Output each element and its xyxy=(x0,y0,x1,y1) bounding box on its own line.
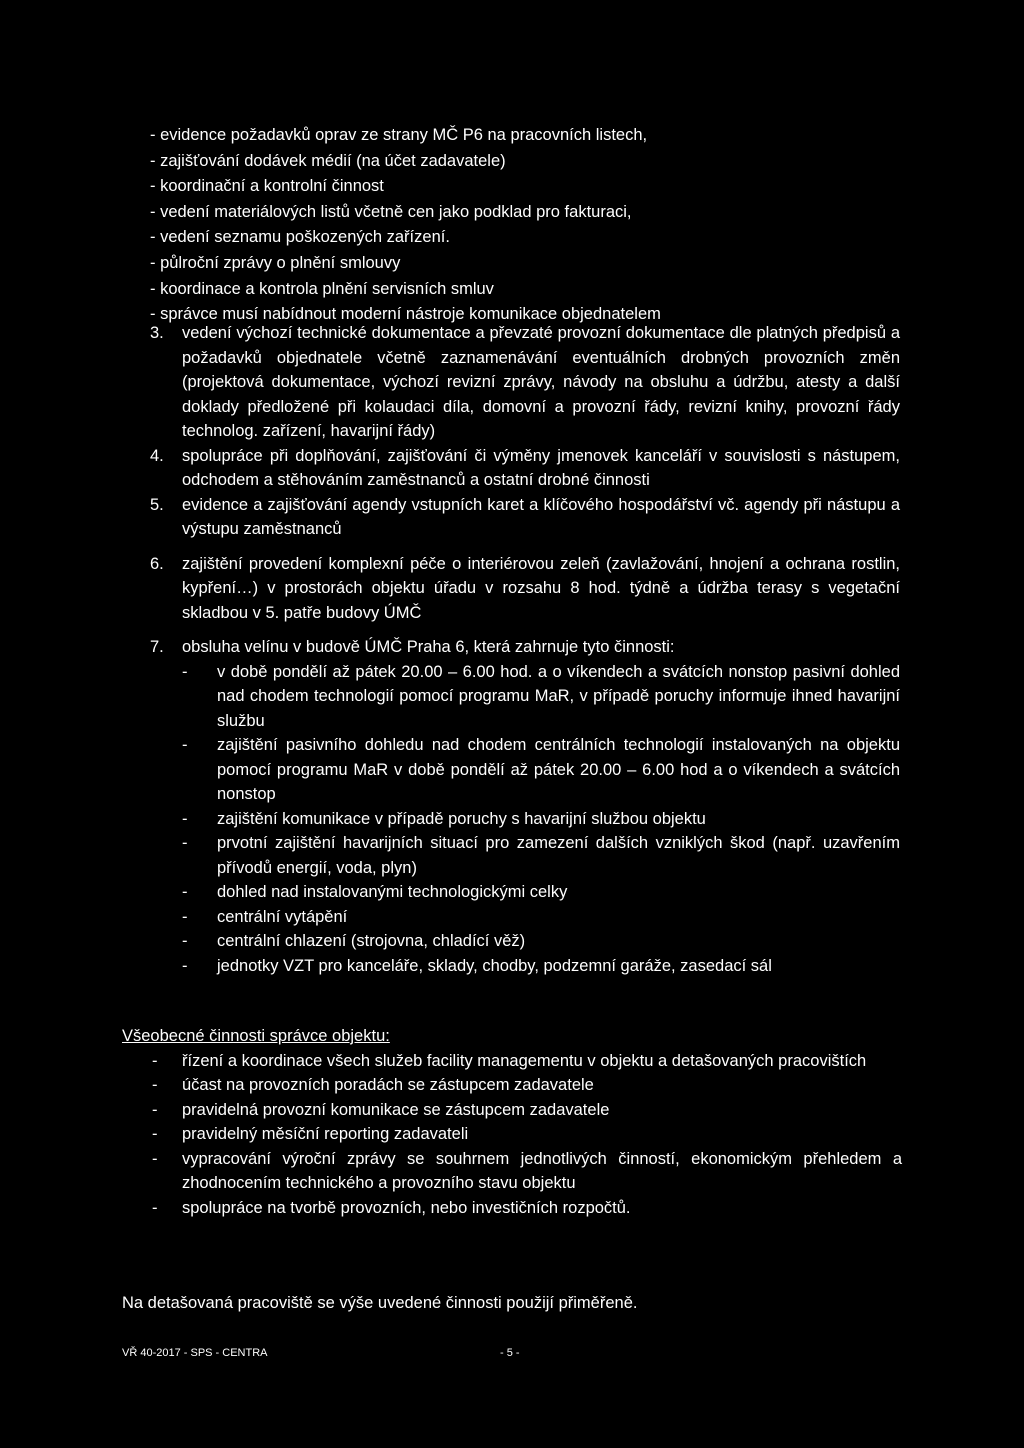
item-text: dohled nad instalovanými technologickými celky xyxy=(217,883,568,901)
list-item xyxy=(122,1147,902,1196)
velin-activities-list xyxy=(150,660,900,979)
item-text: pravidelná provozní komunikace se zástupcem zadavatele xyxy=(182,1100,610,1119)
dash-marker: - xyxy=(182,834,188,852)
dash-marker: - xyxy=(152,1198,158,1217)
item-text: vedení výchozí technické dokumentace a převzaté provozní dokumentace dle platných předpisů a požadavků objednatele včetně zaznamenávání eventuálních drobných provozních změn (projektová dokumentace, výchozí revizní zprávy, návody na obsluhu a údržbu, atesty a další doklady předložené při kolaudaci díla, domovní a provozní řády, revizní knihy, provozní řády technolog. zařízení, havarijní řády) xyxy=(182,324,900,440)
list-item: - koordinace a kontrola plnění servisních smluv xyxy=(150,279,494,298)
item-number: 4. xyxy=(150,446,164,465)
list-item xyxy=(182,660,900,734)
item-text: vypracování výroční zprávy se souhrnem jednotlivých činností, ekonomickým přehledem a zhodnocením technického a provozního stavu objektu xyxy=(182,1149,902,1192)
list-item xyxy=(122,1196,902,1221)
item-text: jednotky VZT pro kanceláře, sklady, chodby, podzemní garáže, zasedací sál xyxy=(217,956,772,975)
dash-marker: - xyxy=(152,1051,158,1070)
list-item xyxy=(182,733,900,807)
item-text: řízení a koordinace všech služeb facility managementu v objektu a detašovaných pracovištích xyxy=(182,1051,867,1070)
dash-marker: - xyxy=(152,1149,158,1168)
list-item xyxy=(182,954,900,979)
list-item: - správce musí nabídnout moderní nástroje komunikace objednatelem xyxy=(150,305,661,324)
item-text: prvotní zajištění havarijních situací pro zamezení dalších vzniklých škod (např. uzavřením přívodů energií, voda, plyn) xyxy=(217,834,900,877)
item-number: 3. xyxy=(150,324,164,342)
dash-marker: - xyxy=(152,1125,158,1143)
item-text: spolupráce při doplňování, zajišťování či výměny jmenovek kanceláří v souvislosti s nástupem, odchodem a stěhováním zaměstnanců a ostatní drobné činnosti xyxy=(182,446,900,489)
item-text: evidence a zajišťování agendy vstupních karet a klíčového hospodářství vč. agendy při nástupu a výstupu zaměstnanců xyxy=(182,495,900,538)
closing-paragraph: Na detašovaná pracoviště se výše uvedené činnosti použijí přiměřeně. xyxy=(122,1294,638,1312)
activity-list xyxy=(150,123,910,328)
list-item: - půlroční zprávy o plnění smlouvy xyxy=(150,253,401,272)
dash-marker: - xyxy=(182,736,188,754)
item-text: spolupráce na tvorbě provozních, nebo investičních rozpočtů. xyxy=(182,1198,631,1217)
item-text: zajištění pasivního dohledu nad chodem centrálních technologií instalovaných na objektu pomocí programu MaR v době pondělí až pátek 20.00 – 6.00 hod a o víkendech a svátcích nonstop xyxy=(217,736,900,803)
list-item: - vedení materiálových listů včetně cen jako podklad pro fakturaci, xyxy=(150,202,632,221)
list-item xyxy=(122,1049,902,1074)
item-text: zajištění provedení komplexní péče o interiérovou zeleň (zavlažování, hnojení a ochrana rostlin, kypření…) v prostorách objektu úřadu v rozsahu 8 hod. týdně a údržba terasy s vegetační skladbou v 5. patře budovy ÚMČ xyxy=(182,554,900,622)
list-item: - vedení seznamu poškozených zařízení. xyxy=(150,228,450,247)
item-text: zajištění komunikace v případě poruchy s havarijní službou objektu xyxy=(217,809,706,828)
list-item xyxy=(122,1098,902,1123)
dash-marker: - xyxy=(182,883,188,901)
list-item xyxy=(182,807,900,832)
item-text: účast na provozních poradách se zástupcem zadavatele xyxy=(182,1076,594,1094)
numbered-list xyxy=(150,321,900,978)
list-item xyxy=(182,831,900,880)
footer-reference: VŘ 40-2017 - SPS - CENTRA xyxy=(122,1347,268,1359)
item-text: v době pondělí až pátek 20.00 – 6.00 hod. a o víkendech a svátcích nonstop pasivní dohled nad chodem technologií pomocí programu MaR, v případě poruchy informuje ihned havarijní službu xyxy=(217,662,900,730)
numbered-item-6 xyxy=(150,552,900,626)
dash-marker: - xyxy=(182,907,188,926)
dash-marker: - xyxy=(182,932,188,950)
item-number: 5. xyxy=(150,495,164,514)
item-text: centrální chlazení (strojovna, chladící věž) xyxy=(217,932,526,950)
numbered-item-5 xyxy=(150,493,900,542)
list-item: - evidence požadavků oprav ze strany MČ P6 na pracovních listech, xyxy=(150,126,648,144)
list-item xyxy=(182,905,900,930)
list-item xyxy=(122,1122,902,1147)
numbered-item-4 xyxy=(150,444,900,493)
item-text: pravidelný měsíční reporting zadavateli xyxy=(182,1125,469,1143)
item-number: 6. xyxy=(150,554,164,573)
general-activities-section xyxy=(122,1024,902,1220)
item-number: 7. xyxy=(150,638,164,656)
numbered-item-3 xyxy=(150,321,900,444)
dash-marker: - xyxy=(152,1076,158,1094)
list-item: - koordinační a kontrolní činnost xyxy=(150,177,384,196)
dash-marker: - xyxy=(182,956,188,975)
dash-marker: - xyxy=(152,1100,158,1119)
item-text: obsluha velínu v budově ÚMČ Praha 6, která zahrnuje tyto činnosti: xyxy=(182,638,675,656)
list-item xyxy=(182,929,900,954)
page-number: - 5 - xyxy=(500,1347,520,1359)
dash-marker: - xyxy=(182,662,188,681)
dash-marker: - xyxy=(182,809,188,828)
item-text: centrální vytápění xyxy=(217,907,348,926)
list-item xyxy=(182,880,900,905)
section-heading: Všeobecné činnosti správce objektu: xyxy=(122,1027,390,1045)
numbered-item-7 xyxy=(150,635,900,660)
list-item: - zajišťování dodávek médií (na účet zadavatele) xyxy=(150,151,506,170)
list-item xyxy=(122,1073,902,1098)
